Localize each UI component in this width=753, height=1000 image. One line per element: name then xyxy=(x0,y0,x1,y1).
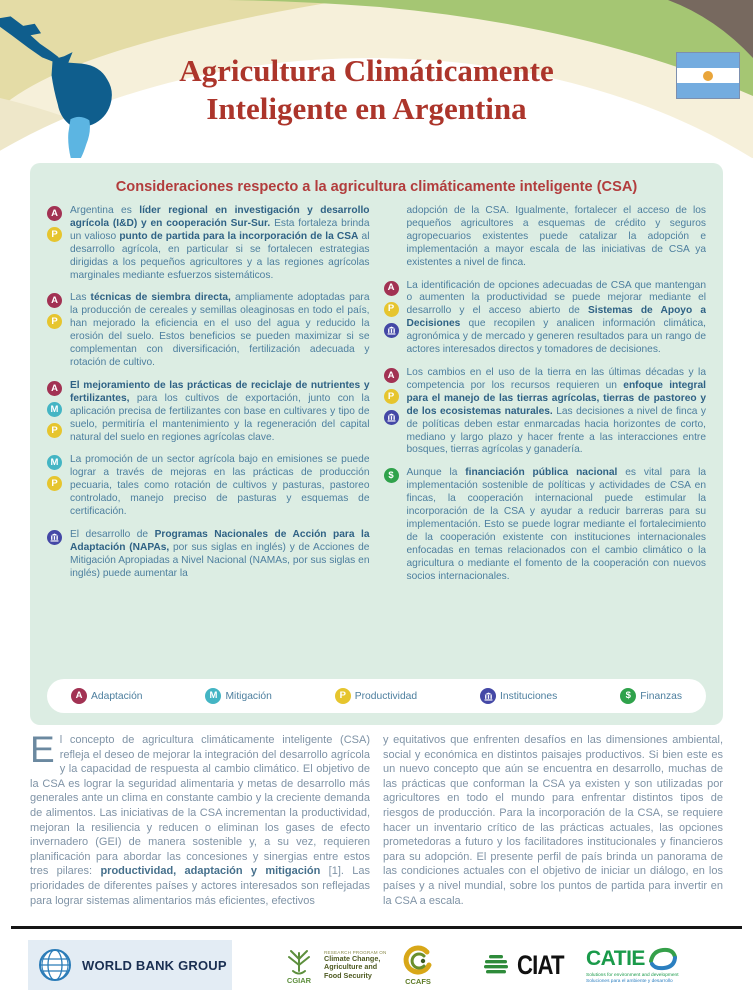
body-text: El desarrollo de xyxy=(70,528,155,540)
item-icon-stack xyxy=(384,367,400,457)
body-text: Las decisiones a nivel de finca y de políticas deben estar enmarcadas hacia horizontes de corto, mediano y largo plazo y hacer frente a las interacciones entre bosques, tierras agrícolas y ganadería. xyxy=(406,405,706,456)
cgiar-label: CGIAR xyxy=(286,976,312,985)
flag-sun-icon xyxy=(703,71,713,81)
legend-label: Productividad xyxy=(354,690,418,702)
consideration-item xyxy=(384,280,707,357)
item-icon-stack xyxy=(384,205,400,270)
consideration-text xyxy=(70,529,370,581)
consideration-item xyxy=(384,467,707,583)
catie-swoosh-icon xyxy=(647,945,679,973)
consideration-item xyxy=(47,454,370,519)
item-icon-stack xyxy=(47,454,63,519)
world-bank-logo xyxy=(28,940,232,990)
ccafs-label: CCAFS xyxy=(405,976,431,986)
considerations-heading: Consideraciones respecto a la agricultura climáticamente inteligente (CSA) xyxy=(115,179,638,195)
emphasis-text: líder regional en investigación y desarrollo agrícola (I&D) y en cooperación Sur-Sur. xyxy=(70,205,370,229)
ciat-logo xyxy=(480,949,574,981)
body-text: ampliamente adoptadas para la producción de cereales y semillas oleaginosas en todo el país, han mejorado la eficiencia en el uso del agua y reducido la erosión del suelo. Estos beneficios se pueden maximizar si se complementan con diversificación, fertilización adecuada y rotación de cultivo. xyxy=(70,292,370,368)
legend-label: Finanzas xyxy=(640,690,682,702)
emphasis-text: productividad, adaptación y mitigación xyxy=(100,865,321,878)
adaptation-icon: A xyxy=(384,281,399,296)
catie-tagline-en: Solutions for environment and development xyxy=(586,973,679,978)
emphasis-text: enfoque integral para el manejo de las tierras agrícolas, tierras de pastoreo y de los ecosistemas naturales. xyxy=(406,379,706,417)
adaptation-icon: A xyxy=(47,293,62,308)
page-header xyxy=(0,0,753,158)
item-icon-stack xyxy=(47,529,63,581)
flag-stripe-middle xyxy=(677,68,739,83)
catie-tagline-es: Soluciones para el ambiente y desarrollo xyxy=(586,979,673,984)
body-text: Esta fortaleza brinda un valioso xyxy=(70,217,370,242)
consideration-text xyxy=(70,205,370,282)
consideration-text xyxy=(407,467,707,583)
adaptation-icon: A xyxy=(47,206,62,221)
ccafs-logo xyxy=(402,945,434,986)
item-icon-stack xyxy=(47,205,63,282)
emphasis-text: El mejoramiento de las prácticas de reciclaje de nutrientes y fertilizantes, xyxy=(70,379,370,404)
legend-item-mitigation xyxy=(205,688,271,704)
consideration-text xyxy=(407,205,707,270)
institutions-icon xyxy=(384,410,399,425)
consideration-item xyxy=(384,205,707,270)
body-text: l concepto de agricultura climáticamente inteligente (CSA) refleja el deseo de mejorar la integración del desarrollo agrícola y la capacidad de respuesta al cambio climático. El objetivo de la CSA es lograr la seguridad alimentaria y metas de desarrollo más generales ante un clima en constante cambio y la creciente demanda de alimentos. Las iniciativas de la CSA incrementan la productividad, mejoran la resiliencia y reducen o eliminan los gases de efecto invernadero (GEI) de manera sostenible y, a su vez, requieren planificación para abordar las concesiones y sinergias entre estos tres pilares: xyxy=(30,734,370,878)
productivity-icon: P xyxy=(47,227,62,242)
productivity-icon: P xyxy=(384,302,399,317)
page-title xyxy=(90,52,643,128)
emphasis-text: Sistemas de Apoyo a Decisiones xyxy=(406,305,706,330)
catie-label: CATIE xyxy=(586,947,645,970)
consideration-item xyxy=(47,529,370,581)
considerations-box xyxy=(30,163,723,725)
flag-stripe-bottom xyxy=(677,83,739,98)
adaptation-icon: A xyxy=(384,368,399,383)
mitigation-icon: M xyxy=(47,402,62,417)
mitigation-icon: M xyxy=(205,688,221,704)
emphasis-text: Programas Nacionales de Acción para la Adaptación (NAPAs, xyxy=(70,528,370,553)
mitigation-icon: M xyxy=(47,455,62,470)
intro-column-right xyxy=(383,733,723,921)
consideration-item xyxy=(47,292,370,369)
ccafs-kicker: RESEARCH PROGRAM ON xyxy=(324,949,387,955)
ccafs-program-text xyxy=(324,950,394,981)
finance-icon: $ xyxy=(620,688,636,704)
ccafs-line2: Agriculture and xyxy=(324,962,378,972)
world-bank-label: WORLD BANK GROUP xyxy=(82,957,227,973)
ccafs-line3: Food Security xyxy=(324,970,372,980)
consideration-text xyxy=(70,454,370,519)
argentina-flag xyxy=(676,52,740,99)
intro-section xyxy=(30,733,723,921)
productivity-icon: P xyxy=(47,476,62,491)
item-icon-stack xyxy=(384,467,400,583)
body-text: Las xyxy=(70,292,91,304)
productivity-icon: P xyxy=(384,389,399,404)
ciat-emblem-icon xyxy=(480,949,512,981)
item-icon-stack xyxy=(47,380,63,445)
intro-column-left xyxy=(30,733,370,921)
emphasis-text: financiación pública nacional xyxy=(465,467,618,479)
legend-label: Instituciones xyxy=(500,690,558,702)
considerations-columns xyxy=(47,205,706,668)
body-text: por sus siglas en inglés) y de Acciones de Mitigación Apropiadas a Nivel Nacional (NAMAs, por sus siglas en inglés) puede aumentar la xyxy=(70,541,370,579)
adaptation-icon: A xyxy=(71,688,87,704)
body-text: La identificación de opciones adecuadas de CSA que mantengan o aumenten la productividad se puede mejorar mediante el desarrollo y el acceso abierto de xyxy=(406,279,706,317)
ccafs-line1: Climate Change, xyxy=(324,953,381,963)
page-title-line2: Inteligente en Argentina xyxy=(206,90,527,126)
body-text: para los cultivos de exportación, junto con la aplicación precisa de fertilizantes con base en cultivares y tipo de suelo, permitiría el mantenimiento y la regeneración del capital natural del suelo en regiones agrícolas clave. xyxy=(70,392,370,443)
emphasis-text: punto de partida para la incorporación de la CSA xyxy=(119,230,359,242)
body-text: adopción de la CSA. Igualmente, fortalecer el acceso de los pequeños agricultores a esquemas de crédito y seguros agropecuarios existentes puede catalizar la adopción e implementación a mayor escala de las iniciativas de CSA ya existentes a nivel de finca. xyxy=(406,205,706,268)
body-text: al desarrollo agrícola, en particular si se fortalecen estrategias dirigidas a los pequeños agricultores y a las regiones agrícolas marginales mediante esfuerzos sistemáticos. xyxy=(70,230,370,281)
body-text: Argentina es xyxy=(70,205,140,216)
world-bank-globe-icon xyxy=(36,946,74,984)
cgiar-tree-icon xyxy=(284,945,314,975)
dropcap: E xyxy=(30,733,55,770)
finance-icon: $ xyxy=(384,468,399,483)
consideration-item xyxy=(47,205,370,282)
cgiar-logo xyxy=(284,945,314,985)
legend-label: Adaptación xyxy=(91,690,143,702)
body-text: es vital para la implementación sostenible de políticas y actividades de CSA en fincas, la cooperación internacional puede estimular la incorporación de la CSA y ayudar a reducir barreras para su implementación. Esto se puede lograr mediante el fortalecimiento de la cooperación existente con instituciones internacionales enfocadas en temas relacionados con el cambio climático o la agricultura o mediante el fomento de la cooperación con nuevos socios internacionales. xyxy=(406,467,706,582)
footer-logos xyxy=(0,936,753,994)
legend-item-productivity xyxy=(335,688,417,704)
productivity-icon: P xyxy=(47,423,62,438)
consideration-text xyxy=(407,367,707,457)
consideration-text xyxy=(407,280,707,357)
consideration-item xyxy=(384,367,707,457)
legend-label: Mitigación xyxy=(225,690,272,702)
legend-item-finance xyxy=(620,688,682,704)
adaptation-icon: A xyxy=(47,381,62,396)
legend-item-institutions xyxy=(480,688,557,704)
flag-stripe-top xyxy=(677,53,739,68)
item-icon-stack xyxy=(47,292,63,369)
institutions-icon xyxy=(480,688,496,704)
body-text: Los cambios en el uso de la tierra en las últimas décadas y la competencia por los recursos requieren un xyxy=(406,366,706,391)
considerations-column-right xyxy=(384,205,707,668)
legend-item-adaptation xyxy=(71,688,143,704)
ciat-label: CIAT xyxy=(517,949,564,980)
consideration-text xyxy=(70,292,370,369)
consideration-item xyxy=(47,380,370,445)
item-icon-stack xyxy=(384,280,400,357)
institutions-icon xyxy=(384,323,399,338)
icon-legend xyxy=(47,679,706,713)
productivity-icon: P xyxy=(47,314,62,329)
institutions-icon xyxy=(47,530,62,545)
page-title-line1: Agricultura Climáticamente xyxy=(179,53,554,88)
catie-logo xyxy=(586,945,679,985)
considerations-column-left xyxy=(47,205,370,668)
body-text: que recopilen y analicen información climática, agronómica y de mercado y generen resultados para un rango de actores interesados directos y tomadores de decisiones. xyxy=(406,318,706,356)
body-text: Aunque la xyxy=(406,467,466,479)
footer-divider xyxy=(11,926,742,929)
body-text: La promoción de un sector agrícola bajo en emisiones se puede lograr a través de mejoras en las prácticas de producción pecuaria, tales como rotación de cultivos y pasturas, pastoreo controlado, manejo preciso de pasturas y esquemas de certificación. xyxy=(70,454,370,518)
consideration-text xyxy=(70,380,370,445)
body-text: y equitativos que enfrenten desafíos en las dimensiones ambiental, social y económica en distintos paisajes productivos. Si bien este es un nuevo concepto que aún se encuentra en desarrollo, muchas de las prácticas que conforman la CSA ya existen y son utilizadas por agricultores en todo el mundo para enfrentar distintos tipos de riesgos de producción. Para la incorporación de la CSA, se requiere hacer un inventario crítico de las prácticas actuales, las opciones prometedoras a futuro y los facilitadores institucionales y financieros para su adopción. El presente perfil de país brinda un panorama de las condiciones actuales con el objetivo de iniciar un diálogo, en los países y a nivel mundial, sobre los puntos de partida para invertir en la CSA a escala. xyxy=(383,734,723,907)
emphasis-text: técnicas de siembra directa, xyxy=(90,292,231,304)
productivity-icon: P xyxy=(335,688,351,704)
ccafs-ring-icon xyxy=(402,945,434,977)
body-text: [1]. Las prioridades de diferentes países y actores interesados son reflejadas para lograr sistemas alimentarios más eficientes, efectivos xyxy=(30,865,371,907)
